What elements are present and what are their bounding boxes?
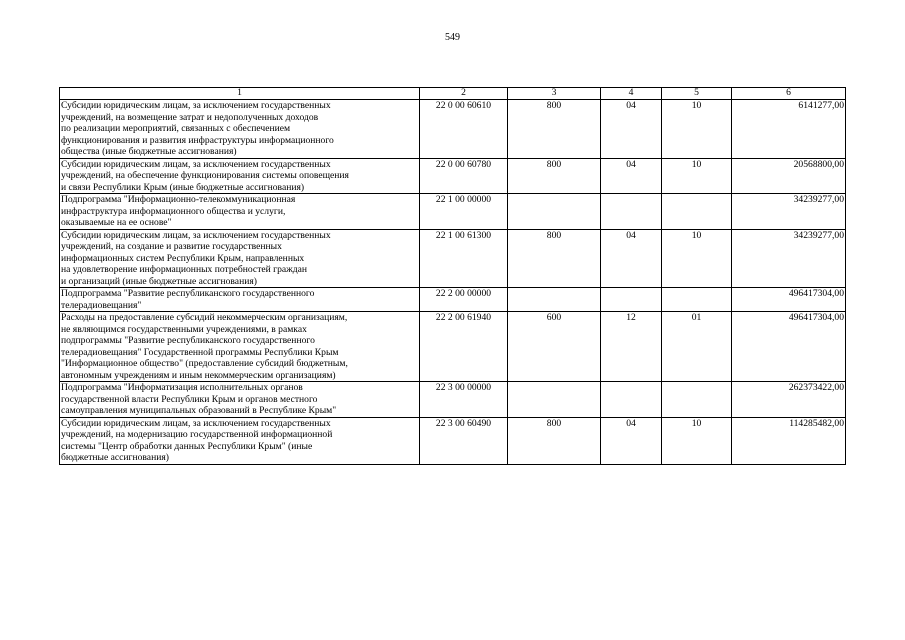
target-article-code: 22 1 00 00000 xyxy=(420,194,508,230)
section-code xyxy=(601,382,662,418)
row-name-cell xyxy=(60,417,420,464)
amount: 496417304,00 xyxy=(732,288,846,312)
row-name-line: Подпрограмма "Развитие республиканского государственного xyxy=(61,288,315,299)
row-name-line: Расходы на предоставление субсидий некоммерческим организациям, xyxy=(61,312,348,323)
section-code xyxy=(601,288,662,312)
table-row xyxy=(60,229,846,288)
table-row xyxy=(60,417,846,464)
row-name-line: "Информационное общество" (предоставление субсидий бюджетным, xyxy=(61,358,348,369)
row-name-line: учреждений, на модернизацию государственной информационной xyxy=(61,429,333,440)
target-article-code: 22 2 00 00000 xyxy=(420,288,508,312)
row-name-line: и связи Республики Крым (иные бюджетные ассигнования) xyxy=(61,181,305,193)
row-name-line: оказываемые на ее основе" xyxy=(61,217,172,228)
row-name-cell xyxy=(60,158,420,194)
row-name-line: по реализации мероприятий, связанных с обеспечением xyxy=(61,123,291,134)
table-body xyxy=(60,100,846,465)
row-name-line: самоуправления муниципальных образований в Республике Крым" xyxy=(61,405,337,416)
row-name-line: Субсидии юридическим лицам, за исключением государственных xyxy=(61,158,331,170)
target-article-code: 22 2 00 61940 xyxy=(420,312,508,382)
target-article-code: 22 3 00 60490 xyxy=(420,417,508,464)
target-article-code: 22 0 00 60780 xyxy=(420,158,508,194)
expense-type-code: 800 xyxy=(508,229,601,288)
table-row xyxy=(60,288,846,312)
column-header-4: 4 xyxy=(601,88,662,100)
section-code: 04 xyxy=(601,229,662,288)
row-name-line: учреждений, на возмещение затрат и недополученных доходов xyxy=(61,111,319,123)
column-header-5: 5 xyxy=(662,88,732,100)
expense-type-code xyxy=(508,194,601,230)
row-name-line: функционирования и развития инфраструктуры информационного xyxy=(61,134,334,146)
row-name-line: системы "Центр обработки данных Республики Крым" (иные xyxy=(61,440,313,452)
target-article-code: 22 1 00 61300 xyxy=(420,229,508,288)
row-name-line: учреждений, на создание и развитие государственных xyxy=(61,241,282,252)
row-name-cell xyxy=(60,229,420,288)
subsection-code: 10 xyxy=(662,229,732,288)
expense-type-code: 800 xyxy=(508,417,601,464)
subsection-code: 10 xyxy=(662,100,732,159)
column-header-6: 6 xyxy=(732,88,846,100)
amount: 262373422,00 xyxy=(732,382,846,418)
row-name-line: общества (иные бюджетные ассигнования) xyxy=(61,146,237,157)
row-name-line: Субсидии юридическим лицам, за исключением государственных xyxy=(61,417,331,429)
expense-type-code xyxy=(508,382,601,418)
row-name-line: инфраструктура информационного общества и услуги, xyxy=(61,205,286,217)
table-row xyxy=(60,382,846,418)
amount: 34239277,00 xyxy=(732,229,846,288)
amount: 114285482,00 xyxy=(732,417,846,464)
row-name-line: на удовлетворение информационных потребностей граждан xyxy=(61,264,308,275)
section-code: 12 xyxy=(601,312,662,382)
table-row xyxy=(60,312,846,382)
section-code: 04 xyxy=(601,100,662,159)
row-name-cell xyxy=(60,100,420,159)
row-name-cell xyxy=(60,288,420,312)
subsection-code: 10 xyxy=(662,158,732,194)
row-name-line: Субсидии юридическим лицам, за исключением государственных xyxy=(61,100,331,111)
row-name-line: не являющимся государственными учреждениями, в рамках xyxy=(61,323,307,335)
section-code xyxy=(601,194,662,230)
amount: 496417304,00 xyxy=(732,312,846,382)
row-name-cell xyxy=(60,312,420,382)
row-name-line: государственной власти Республики Крым и органов местного xyxy=(61,393,318,405)
target-article-code: 22 0 00 60610 xyxy=(420,100,508,159)
table-row xyxy=(60,100,846,159)
table-header-row xyxy=(60,88,846,100)
table-row xyxy=(60,158,846,194)
target-article-code: 22 3 00 00000 xyxy=(420,382,508,418)
amount: 20568800,00 xyxy=(732,158,846,194)
row-name-line: Подпрограмма "Информатизация исполнительных органов xyxy=(61,382,303,393)
subsection-code: 10 xyxy=(662,417,732,464)
expense-type-code: 800 xyxy=(508,158,601,194)
amount: 34239277,00 xyxy=(732,194,846,230)
row-name-line: телерадиовещания" Государственной программы Республики Крым xyxy=(61,346,339,358)
budget-table xyxy=(59,87,846,465)
column-header-3: 3 xyxy=(508,88,601,100)
row-name-line: телерадиовещания" xyxy=(61,299,142,311)
subsection-code xyxy=(662,194,732,230)
subsection-code: 01 xyxy=(662,312,732,382)
expense-type-code: 600 xyxy=(508,312,601,382)
expense-type-code: 800 xyxy=(508,100,601,159)
column-header-2: 2 xyxy=(420,88,508,100)
row-name-line: подпрограммы "Развитие республиканского государственного xyxy=(61,335,315,346)
row-name-line: учреждений, на обеспечение функционирования системы оповещения xyxy=(61,170,349,181)
row-name-line: Субсидии юридическим лицам, за исключением государственных xyxy=(61,229,331,241)
column-header-1: 1 xyxy=(60,88,420,100)
page-number: 549 xyxy=(445,32,460,43)
row-name-cell xyxy=(60,382,420,418)
row-name-line: информационных систем Республики Крым, направленных xyxy=(61,252,305,264)
section-code: 04 xyxy=(601,417,662,464)
row-name-line: Подпрограмма "Информационно-телекоммуникационная xyxy=(61,194,296,205)
expense-type-code xyxy=(508,288,601,312)
row-name-cell xyxy=(60,194,420,230)
subsection-code xyxy=(662,288,732,312)
amount: 6141277,00 xyxy=(732,100,846,159)
row-name-line: и организаций (иные бюджетные ассигнования) xyxy=(61,275,257,287)
table-row xyxy=(60,194,846,230)
row-name-line: бюджетные ассигнования) xyxy=(61,452,169,463)
subsection-code xyxy=(662,382,732,418)
section-code: 04 xyxy=(601,158,662,194)
row-name-line: автономным учреждениям и иным некоммерческим организациям) xyxy=(61,369,336,381)
